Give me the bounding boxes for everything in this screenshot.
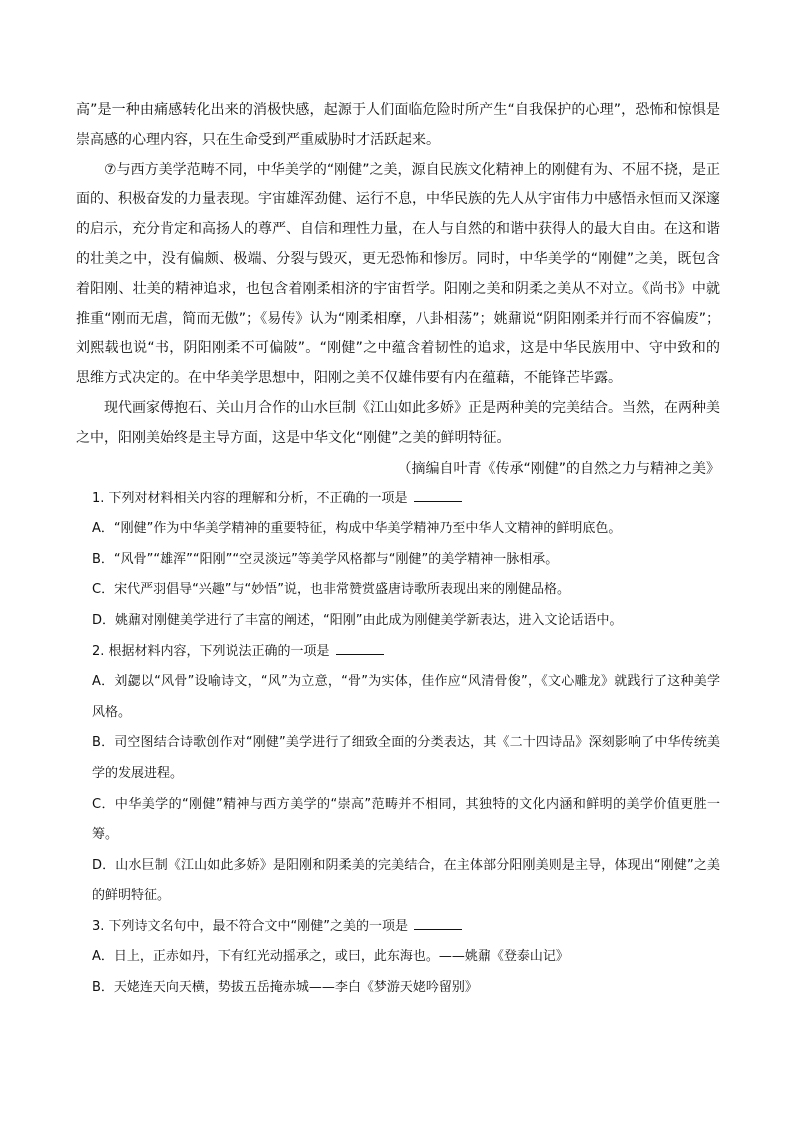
answer-blank[interactable] <box>336 642 384 655</box>
answer-blank[interactable] <box>414 917 462 930</box>
question-stem <box>76 484 720 515</box>
question-stem <box>76 912 720 943</box>
option-b: B．司空图结合诗歌创作对“刚健”美学进行了细致全面的分类表达，其《二十四诗品》深刻影响了中华传统美学的发展进程。 <box>92 735 720 781</box>
option-a: A．刘勰以“风骨”设喻诗文，“风”为立意，“骨”为实体，佳作应“风清骨俊”，《文心雕龙》就践行了这种美学风格。 <box>92 674 720 720</box>
option-a: A．“刚健”作为中华美学精神的重要特征，构成中华美学精神乃至中华人文精神的鲜明底色。 <box>92 521 622 537</box>
option-d: D．山水巨制《江山如此多娇》是阳刚和阴柔美的完美结合，在主体部分阳刚美则是主导，体现出“刚健”之美的鲜明特征。 <box>92 857 720 904</box>
option-b: B．天姥连天向天横，势拔五岳掩赤城——李白《梦游天姥吟留别》 <box>92 980 478 996</box>
question-2 <box>76 637 720 912</box>
passage-paragraph-2: ⑦与西方美学范畴不同，中华美学的“刚健”之美，源自民族文化精神上的刚健有为、不屈不挠，是正面的、积极奋发的力量表现。宇宙雄浑劲健、运行不息，中华民族的先人从宇宙伟力中感悟永恒而又深邃的启示，充分肯定和高扬人的尊严、自信和理性力量，在人与自然的和谐中获得人的最大自由。在这和谐的壮美之中，没有偏颇、极端、分裂与毁灭，更无恐怖和惨厉。同时，中华美学的“刚健”之美，既包含着阳刚、壮美的精神追求，也包含着刚柔相济的宇宙哲学。阳刚之美和阴柔之美从不对立。《尚书》中就推重“刚而无虐，简而无傲”；《易传》认为“刚柔相摩，八卦相荡”；姚鼐说“阴阳刚柔并行而不容偏废”；刘熙载也说“书，阴阳刚柔不可偏陂”。“刚健”之中蕴含着韧性的追求，这是中华民族用中、守中致和的思维方式决定的。在中华美学思想中，阳刚之美不仅雄伟要有内在蕴藉，不能锋芒毕露。 <box>76 161 720 387</box>
question-stem-text: 3. 下列诗文名句中，最不符合文中“刚健”之美的一项是 <box>92 918 409 934</box>
option-b: B．“风骨”“雄浑”“阳刚”“空灵淡远”等美学风格都与“刚健”的美学精神一脉相承。 <box>92 551 559 567</box>
option-c: C．中华美学的“刚健”精神与西方美学的“崇高”范畴并不相同，其独特的文化内涵和鲜明的美学价值更胜一筹。 <box>92 796 720 843</box>
answer-blank[interactable] <box>414 489 462 502</box>
option-a: A．日上，正赤如丹，下有红光动摇承之，或曰，此东海也。——姚鼐《登泰山记》 <box>92 949 569 965</box>
question-1 <box>76 484 720 637</box>
passage-paragraph-1: 高”是一种由痛感转化出来的消极快感，起源于人们面临危险时所产生“自我保护的心理”，恐怖和惊惧是崇高感的心理内容，只在生命受到严重威胁时才活跃起来。 <box>76 102 720 148</box>
question-stem <box>76 637 720 668</box>
option-c: C．宋代严羽倡导“兴趣”与“妙悟”说，也非常赞赏盛唐诗歌所表现出来的刚健品格。 <box>92 582 571 598</box>
passage-paragraph-3: 现代画家傅抱石、关山月合作的山水巨制《江山如此多娇》正是两种美的完美结合。当然，在两种美之中，阳刚美始终是主导方面，这是中华文化“刚健”之美的鲜明特征。 <box>76 399 720 446</box>
question-3 <box>76 912 720 1004</box>
page-content <box>76 96 720 1004</box>
option-d: D．姚鼐对刚健美学进行了丰富的阐述，“阳刚”由此成为刚健美学新表达，进入文论话语中。 <box>92 612 623 628</box>
passage-source: （摘编自叶青《传承“刚健”的自然之力与精神之美》 <box>397 460 720 477</box>
question-stem-text: 1. 下列对材料相关内容的理解和分析，不正确的一项是 <box>92 490 408 506</box>
question-stem-text: 2. 根据材料内容，下列说法正确的一项是 <box>92 643 330 659</box>
